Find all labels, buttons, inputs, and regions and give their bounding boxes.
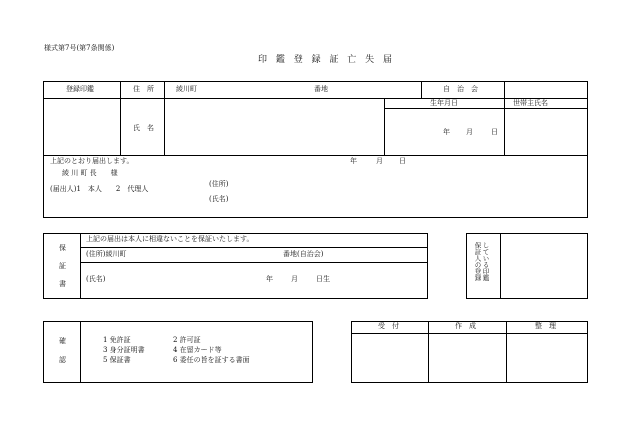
guarantor-name-label: (氏名) (86, 275, 106, 283)
name-label: 氏 名 (133, 124, 154, 132)
notice-statement: 上記のとおり届出します。 (50, 157, 134, 165)
guarantor-birth-month: 月 (291, 275, 298, 283)
notice-month: 月 (376, 157, 383, 165)
mayor-addressee: 綾 川 町 長 様 (62, 169, 118, 177)
confirmation-item: 5 保証書 (103, 356, 131, 364)
birth-year: 年 (443, 128, 450, 136)
guarantor-label-1: 保 (59, 244, 66, 252)
guarantor-birth-year: 年 (266, 275, 273, 283)
applicant-type: (届出人)1 本人 2 代理人 (50, 185, 149, 193)
office-table (351, 321, 588, 383)
guarantor-seal-label-2: 保証人の登録 (473, 242, 482, 281)
confirmation-label-2: 認 (59, 356, 66, 364)
confirmation-label-1: 確 (59, 337, 66, 345)
guarantor-banchi: 番地(自治会) (283, 250, 324, 258)
guarantor-seal-label-1: している印鑑 (481, 242, 490, 281)
confirmation-item: 3 身分証明書 (103, 346, 145, 354)
seal-label: 登録印鑑 (66, 85, 94, 93)
address-town: 綾川町 (176, 85, 197, 93)
address-banchi: 番地 (314, 85, 328, 93)
applicant-address-label: (住所) (209, 180, 229, 188)
birth-month: 月 (466, 128, 473, 136)
address-label: 住 所 (133, 85, 154, 93)
form-number: 様式第7号(第7条関係) (44, 44, 115, 52)
birth-day: 日 (491, 128, 498, 136)
guarantor-birth-day: 日生 (316, 275, 330, 283)
jichikai-label: 自 治 会 (443, 85, 478, 93)
notice-day: 日 (399, 157, 406, 165)
confirmation-item: 6 委任の旨を証する書面 (173, 356, 250, 364)
receipt-label: 受 付 (378, 322, 399, 330)
confirmation-item: 2 許可証 (173, 336, 201, 344)
notice-year: 年 (350, 157, 357, 165)
guarantor-label-3: 書 (59, 280, 66, 288)
guarantor-statement: 上記の届出は本人に相違ないことを保証いたします。 (86, 235, 254, 243)
prepared-label: 作 成 (455, 322, 476, 330)
guarantor-label-2: 証 (59, 262, 66, 270)
applicant-name-label: (氏名) (209, 195, 229, 203)
confirmation-item: 4 在留カード等 (173, 346, 222, 354)
form-title: 印 鑑 登 録 証 亡 失 届 (258, 55, 396, 65)
householder-label: 世帯主氏名 (513, 99, 548, 107)
arrangement-label: 整 理 (535, 322, 556, 330)
confirmation-item: 1 免許証 (103, 336, 131, 344)
registration-box (43, 81, 588, 218)
guarantor-address: (住所)綾川町 (86, 250, 127, 258)
birthdate-label: 生年月日 (430, 99, 458, 107)
